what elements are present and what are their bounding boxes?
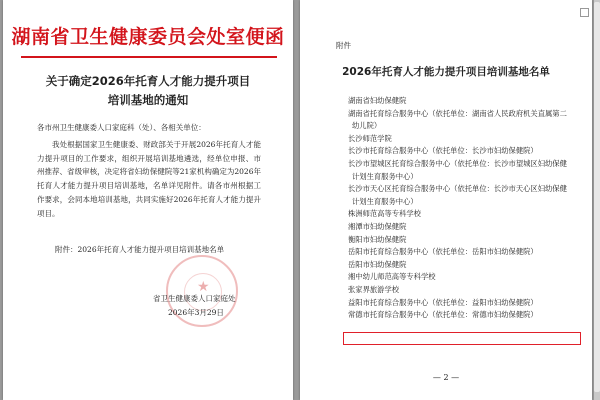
document-page-1 <box>3 0 293 400</box>
notice-body: 我处根据国家卫生健康委、财政部关于开展2026年托育人才能力提升项目的工作要求，组织开展培训基地遴选，经单位申报、市州推荐、省级审核，决定将省妇幼保健院等21家机构确定为2026年托育人才能力提升项目培训基地，名单详见附件。请各市州根据工作要求，会同本地培训基地，共同实施好2026年托育人才能力提升项目。 <box>37 140 261 218</box>
letterhead-red-rule <box>21 56 277 58</box>
list-item: 湖南省托育综合服务中心（依托单位：湖南省人民政府机关直属第二幼儿院） <box>348 108 567 131</box>
list-item: 岳阳市妇幼保健院 <box>348 259 407 269</box>
list-item: 株洲师范高等专科学校 <box>348 209 421 219</box>
list-item: 长沙市天心区托育综合服务中心（依托单位：长沙市天心区妇幼保健计划生育服务中心） <box>348 184 567 206</box>
notice-title-line-2: 培训基地的通知 <box>107 93 189 107</box>
list-item-highlighted: 常德市托育综合服务中心（依托单位：常德市妇幼保健院） <box>348 310 538 320</box>
list-title: 2026年托育人才能力提升项目培训基地名单 <box>342 66 550 78</box>
letterhead-title: 湖南省卫生健康委员会处室便函 <box>11 26 285 48</box>
page-options-icon[interactable] <box>580 8 589 17</box>
list-item: 湘潭市妇幼保健院 <box>348 221 407 231</box>
list-item: 张家界旅游学校 <box>348 284 400 294</box>
page-number: — 2 — <box>432 373 460 382</box>
training-base-list <box>348 95 573 322</box>
list-item: 益阳市托育综合服务中心（依托单位：益阳市妇幼保健院） <box>348 297 538 307</box>
vertical-scrollbar[interactable] <box>594 0 600 400</box>
sender-name: 省卫生健康委人口家庭处 <box>153 294 236 303</box>
list-item: 长沙市望城区托育综合服务中心（依托单位：长沙市望城区妇幼保健计划生育服务中心） <box>348 158 567 181</box>
attachment-note: 附件：2026年托育人才能力提升项目培训基地名单 <box>55 245 225 254</box>
document-page-2 <box>300 0 592 400</box>
document-date: 2026年3月29日 <box>168 308 224 317</box>
list-item: 衡阳市妇幼保健院 <box>348 234 407 244</box>
list-item: 湘中幼儿师范高等专科学校 <box>348 272 436 282</box>
highlight-box <box>343 332 581 345</box>
list-item: 岳阳市托育综合服务中心（依托单位：岳阳市妇幼保健院） <box>348 247 538 257</box>
notice-title-line-1: 关于确定2026年托育人才能力提升项目 <box>45 74 251 88</box>
list-item: 长沙师范学院 <box>348 133 392 143</box>
list-item: 湖南省妇幼保健院 <box>348 96 407 105</box>
attachment-label: 附件 <box>336 41 351 50</box>
salutation: 各市州卫生健康委人口家庭科（处）、各相关单位： <box>37 123 206 132</box>
notice-title <box>3 72 293 110</box>
scrollbar-thumb[interactable] <box>594 2 600 392</box>
seal-star-icon: ★ <box>197 279 210 295</box>
list-item: 长沙市托育综合服务中心（依托单位：长沙市妇幼保健院） <box>348 146 538 156</box>
